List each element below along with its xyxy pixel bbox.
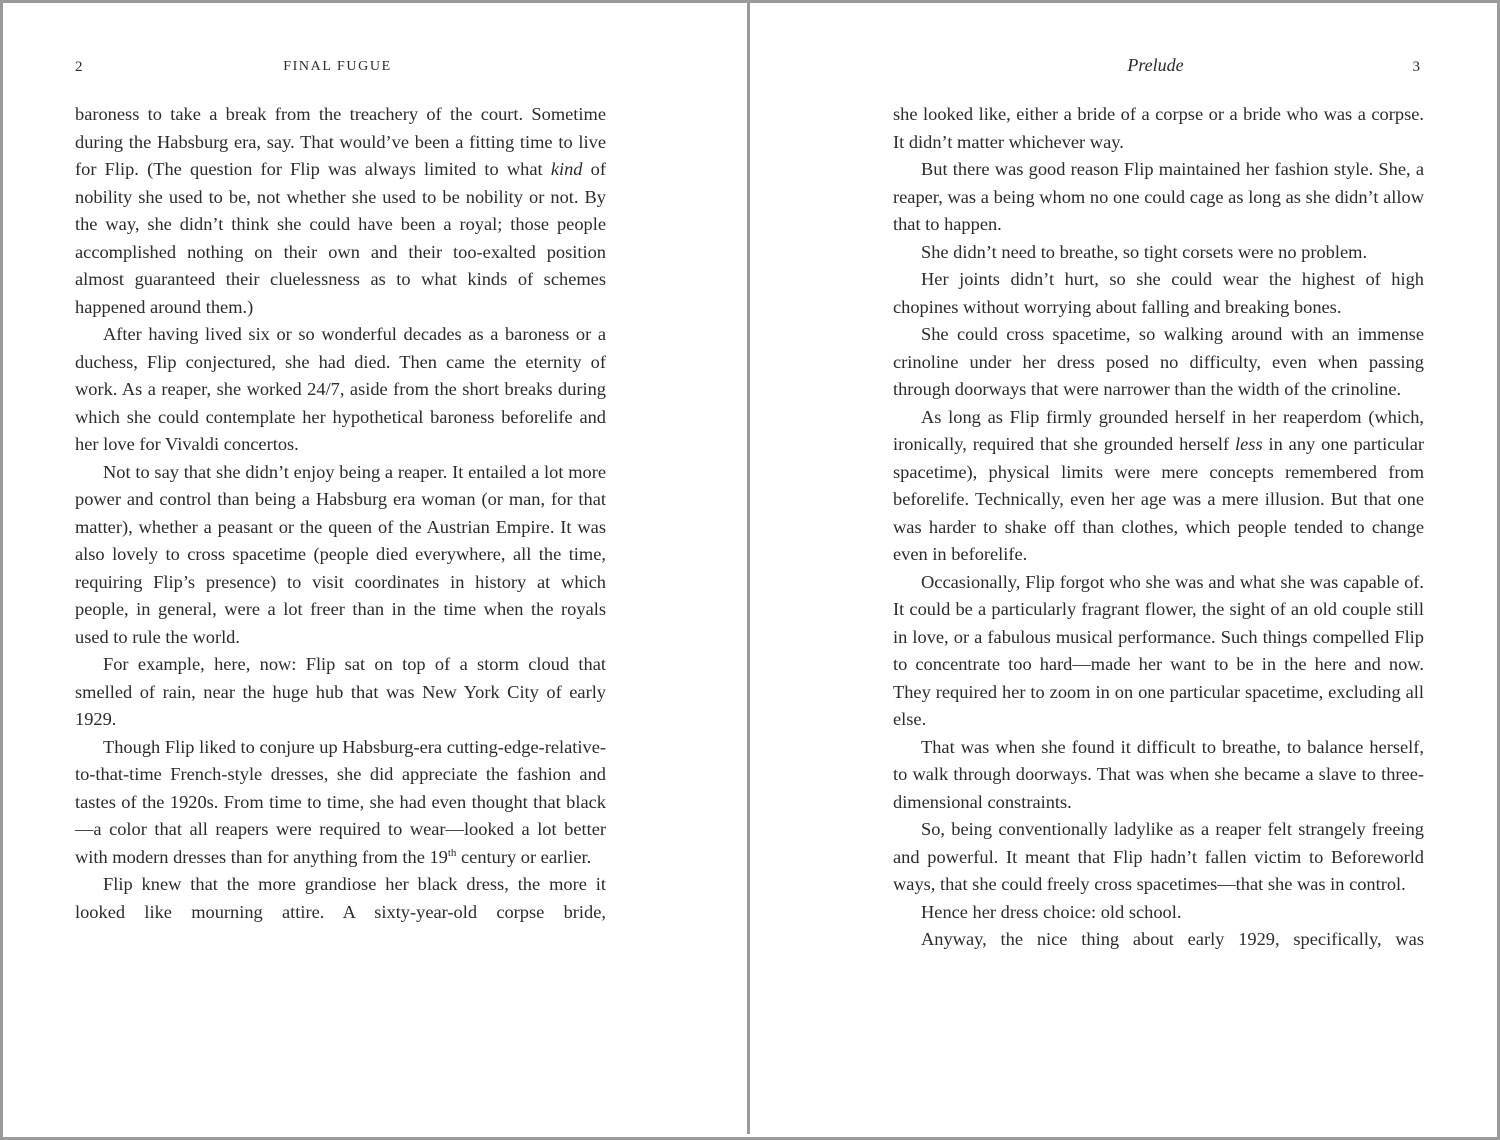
superscript: th (447, 846, 457, 859)
paragraph: That was when she found it difficult to breathe, to balance herself, to walk through doorways. That was when she became a slave to three-dimensional constraints. (893, 736, 1424, 812)
paragraph: she looked like, either a bride of a corpse or a bride who was a corpse. It didn’t matter whichever way. (893, 104, 1424, 152)
book-title: FINAL FUGUE (283, 59, 392, 74)
right-body-text (893, 101, 1424, 954)
right-page (750, 0, 1497, 1134)
paragraph: Anyway, the nice thing about early 1929, specifically, was (921, 929, 1424, 949)
left-running-head (72, 55, 603, 79)
paragraph: So, being conventionally ladylike as a reaper felt strangely freeing and powerful. It meant that Flip hadn’t fallen victim to Beforeworld ways, that she could freely cross spacetimes—that she was in control. (893, 819, 1424, 894)
paragraph: Flip knew that the more grandiose her black dress, the more it looked like mourning attire. A sixty-year-old corpse bride, (75, 874, 606, 922)
paragraph: baroness to take a break from the treachery of the court. Sometime during the Habsburg era, say. That would’ve been a fitting time to live for Flip. (The question for Flip was always limited to what kind of nobility she used to be, not whether she used to be nobility or not. By the way, she didn’t think she could have been a royal; those people accomplished nothing on their own and their too-exalted position almost guaranteed their cluelessness as to what kinds of schemes happened around them.) (75, 104, 607, 317)
paragraph: After having lived six or so wonderful decades as a baroness or a duchess, Flip conjectured, she had died. Then came the eternity of work. As a reaper, she worked 24/7, aside from the short breaks during which she could contemplate her hypothetical baroness beforelife and her love for Vivaldi concertos. (75, 324, 606, 454)
left-page (0, 0, 747, 1134)
paragraph: Hence her dress choice: old school. (921, 901, 1182, 922)
paragraph: Though Flip liked to conjure up Habsburg-era cutting-edge-relative-to-that-time French-style dresses, she did appreciate the fashion and tastes of the 1920s. From time to time, she had even thought that black—a color that all reapers were required to wear—looked a lot better with modern dresses than for anything from the 19th century or earlier. (75, 736, 606, 867)
right-running-head (890, 55, 1421, 79)
paragraph: Occasionally, Flip forgot who she was and what she was capable of. It could be a particularly fragrant flower, the sight of an old couple still in love, or a fabulous musical performance. Such things compelled Flip to concentrate too hard—made her want to be in the here and now. They required her to zoom in on one particular spacetime, excluding all else. (893, 571, 1424, 729)
paragraph: Not to say that she didn’t enjoy being a reaper. It entailed a lot more power and control than being a Habsburg era woman (or man, for that matter), whether a peasant or the queen of the Austrian Empire. It was also lovely to cross spacetime (people died everywhere, all the time, requiring Flip’s presence) to visit coordinates in history at which people, in general, were a lot freer than in the time when the royals used to rule the world. (75, 461, 606, 647)
paragraph: But there was good reason Flip maintained her fashion style. She, a reaper, was a being whom no one could cage as long as she didn’t allow that to happen. (893, 159, 1424, 234)
emphasis: less (1235, 434, 1263, 454)
paragraph: For example, here, now: Flip sat on top of a storm cloud that smelled of rain, near the huge hub that was New York City of early 1929. (75, 654, 606, 729)
emphasis: kind (550, 159, 583, 179)
paragraph: She didn’t need to breathe, so tight corsets were no problem. (921, 241, 1368, 262)
left-body-text (75, 101, 606, 926)
page-number: 3 (1412, 59, 1420, 75)
paragraph: As long as Flip firmly grounded herself in her reaperdom (which, ironically, required that she grounded herself less in any one particular spacetime), physical limits were mere concepts remembered from beforelife. Technically, even her age was a mere illusion. But that one was harder to shake off than clothes, which people tended to change even in beforelife. (893, 406, 1424, 564)
page-number: 2 (75, 59, 83, 75)
paragraph: She could cross spacetime, so walking around with an immense crinoline under her dress posed no difficulty, even when passing through doorways that were narrower than the width of the crinoline. (893, 324, 1424, 399)
paragraph: Her joints didn’t hurt, so she could wear the highest of high chopines without worrying about falling and breaking bones. (893, 269, 1424, 317)
chapter-title: Prelude (1127, 55, 1184, 75)
